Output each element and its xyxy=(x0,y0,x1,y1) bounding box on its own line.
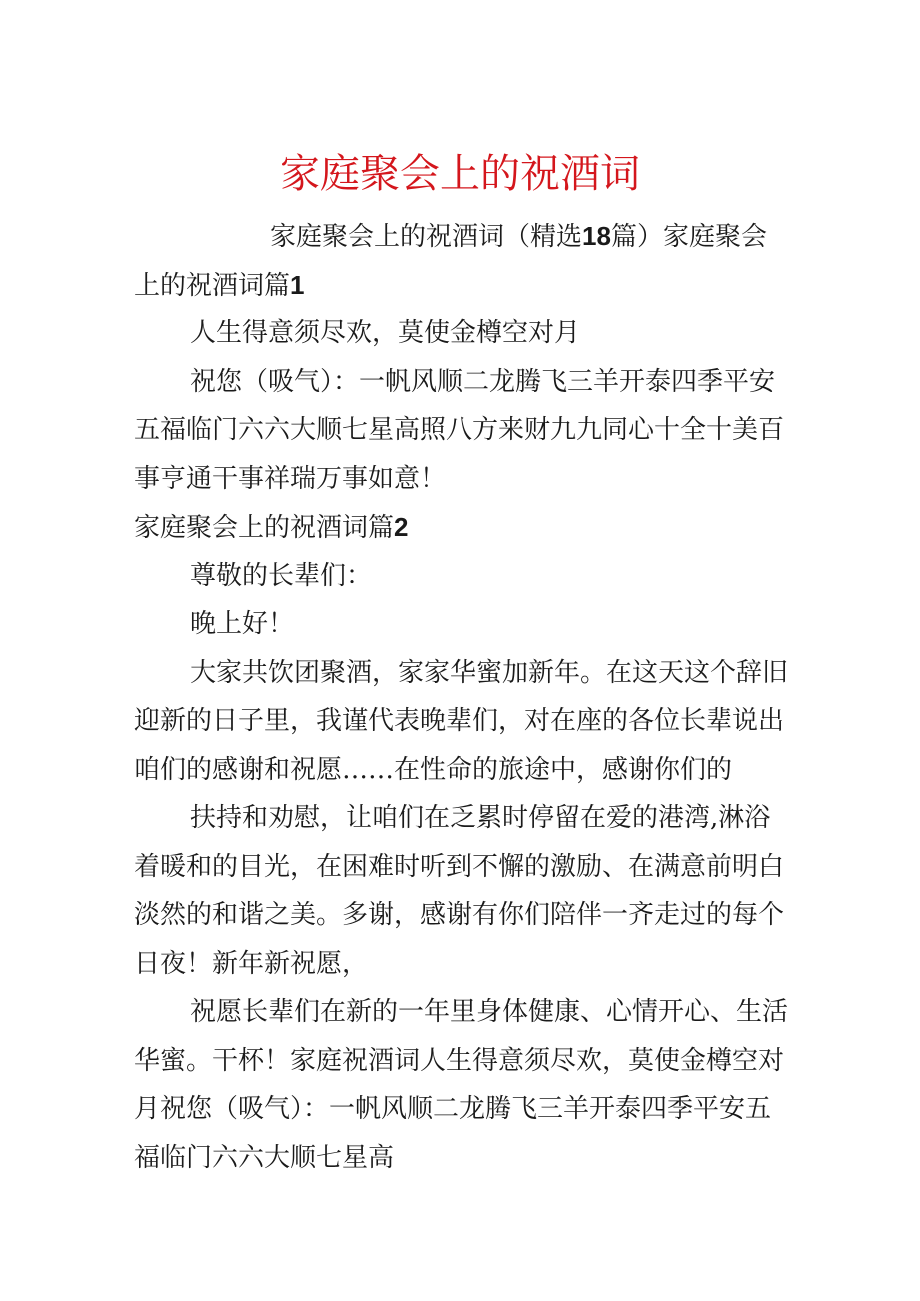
text-number: 18 xyxy=(582,221,611,251)
text-segment: 五福临门六六大顺七星高照八方来财九九同心十全十美百 xyxy=(134,415,785,445)
text-line xyxy=(134,843,794,892)
text-line xyxy=(134,1085,794,1134)
text-segment: 淡然的和谐之美。多谢，感谢有你们陪伴一齐走过的每个 xyxy=(134,900,785,930)
text-line xyxy=(134,649,794,698)
text-segment: 日夜！新年新祝愿， xyxy=(134,948,369,979)
text-segment: 着暖和的目光，在困难时听到不懈的激励、在满意前明白 xyxy=(134,851,785,882)
text-line xyxy=(134,358,794,407)
text-segment: 扶持和劝慰，让咱们在乏累时停留在爱的港湾,淋浴 xyxy=(190,803,771,833)
text-number: 2 xyxy=(394,512,409,542)
document-body xyxy=(134,212,794,1182)
text-segment: 家庭聚会上的祝酒词篇 xyxy=(134,513,395,543)
text-line xyxy=(134,552,794,601)
text-line xyxy=(134,1134,794,1183)
document-title: 家庭聚会上的祝酒词 xyxy=(280,151,640,197)
text-segment: 晚上好！ xyxy=(190,609,295,639)
text-segment: 人生得意须尽欢，莫使金樽空对月 xyxy=(190,318,581,348)
text-line xyxy=(134,891,794,940)
text-line xyxy=(134,988,794,1037)
text-segment: 尊敬的长辈们： xyxy=(190,560,373,591)
text-line xyxy=(134,503,794,552)
text-line xyxy=(134,746,794,795)
text-segment: 上的祝酒词篇 xyxy=(134,270,291,301)
text-segment: 咱们的感谢和祝愿……在性命的旅途中，感谢你们的 xyxy=(134,754,733,785)
text-segment: 大家共饮团聚酒，家家华蜜加新年。在这天这个辞旧 xyxy=(190,657,789,688)
text-segment: 家庭聚会上的祝酒词（精选 xyxy=(270,222,583,252)
text-line xyxy=(134,940,794,989)
text-line xyxy=(134,212,794,261)
text-line xyxy=(134,309,794,358)
text-line xyxy=(134,1037,794,1086)
text-segment: 月祝您（吸气）：一帆风顺二龙腾飞三羊开泰四季平安五 xyxy=(134,1094,772,1124)
text-segment: 华蜜。干杯！家庭祝酒词人生得意须尽欢，莫使金樽空对 xyxy=(134,1045,785,1076)
text-segment: 福临门六六大顺七星高 xyxy=(134,1142,395,1173)
text-line xyxy=(134,406,794,455)
text-segment: 事亨通干事祥瑞万事如意！ xyxy=(134,463,447,494)
text-segment: 祝愿长辈们在新的一年里身体健康、心情开心、生活 xyxy=(190,997,789,1027)
text-line xyxy=(134,455,794,504)
text-line xyxy=(134,697,794,746)
text-line xyxy=(134,794,794,843)
text-segment: 篇）家庭聚会 xyxy=(610,222,767,252)
text-line xyxy=(134,600,794,649)
text-segment: 迎新的日子里，我谨代表晚辈们，对在座的各位长辈说出 xyxy=(134,706,785,736)
text-line xyxy=(134,261,794,310)
text-number: 1 xyxy=(290,269,305,300)
text-segment: 祝您（吸气）：一帆风顺二龙腾飞三羊开泰四季平安 xyxy=(190,366,776,397)
